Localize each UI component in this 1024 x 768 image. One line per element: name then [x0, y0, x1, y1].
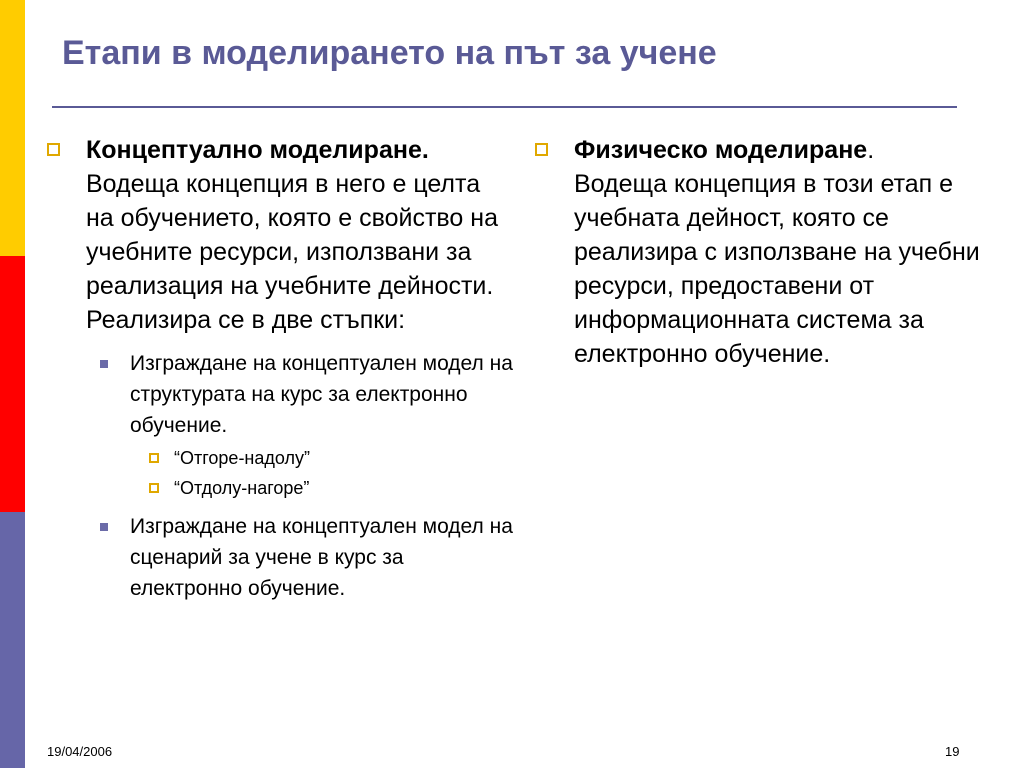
- sub-bullet-text: Изграждане на концептуален модел на структурата на курс за електронно обучение.: [130, 352, 513, 437]
- bullet-heading: Концептуално моделиране.: [86, 136, 429, 164]
- bullet-heading: Физическо моделиране: [574, 136, 868, 164]
- hollow-square-bullet-icon: [149, 453, 159, 463]
- bullet-body: Водеща концепция в него е целта на обучението, която е свойство на учебните ресурси, използвани за реализация на учебните дейности. Реализира се в две стъпки:: [86, 170, 498, 334]
- right-column: [532, 133, 1002, 371]
- page-number: 19: [945, 744, 960, 759]
- hollow-square-bullet-icon: [149, 483, 159, 493]
- accent-stripe-red: [0, 256, 25, 512]
- hollow-square-bullet-icon: [535, 143, 548, 156]
- sub-sub-bullet-top-down: [44, 445, 514, 471]
- hollow-square-bullet-icon: [47, 143, 60, 156]
- footer-date: 19/04/2006: [47, 744, 113, 759]
- filled-square-bullet-icon: [100, 360, 108, 368]
- accent-stripe-yellow: [0, 0, 25, 256]
- slide-title: Етапи в моделирането на път за учене: [62, 34, 717, 72]
- bullet-body: Водеща концепция в този етап е учебната дейност, която се реализира с използване на учебни ресурси, предоставени от информационната система за електронно обучение.: [574, 170, 980, 368]
- sub-sub-bullet-bottom-up: [44, 475, 514, 501]
- bullet-heading-punctuation: .: [867, 136, 875, 164]
- left-column: [44, 133, 514, 604]
- sub-sub-bullet-text: “Отдолу-нагоре”: [174, 478, 310, 498]
- sub-bullet-scenario-model: [44, 511, 514, 604]
- bullet-conceptual-modeling: [44, 133, 514, 337]
- title-divider: [52, 106, 957, 108]
- filled-square-bullet-icon: [100, 523, 108, 531]
- accent-stripe-blue: [0, 512, 25, 768]
- sub-sub-bullet-text: “Отгоре-надолу”: [174, 448, 311, 468]
- sub-bullet-text: Изграждане на концептуален модел на сценарий за учене в курс за електронно обучение.: [130, 515, 513, 600]
- bullet-physical-modeling: [532, 133, 1002, 371]
- sub-bullet-structure-model: [44, 348, 514, 441]
